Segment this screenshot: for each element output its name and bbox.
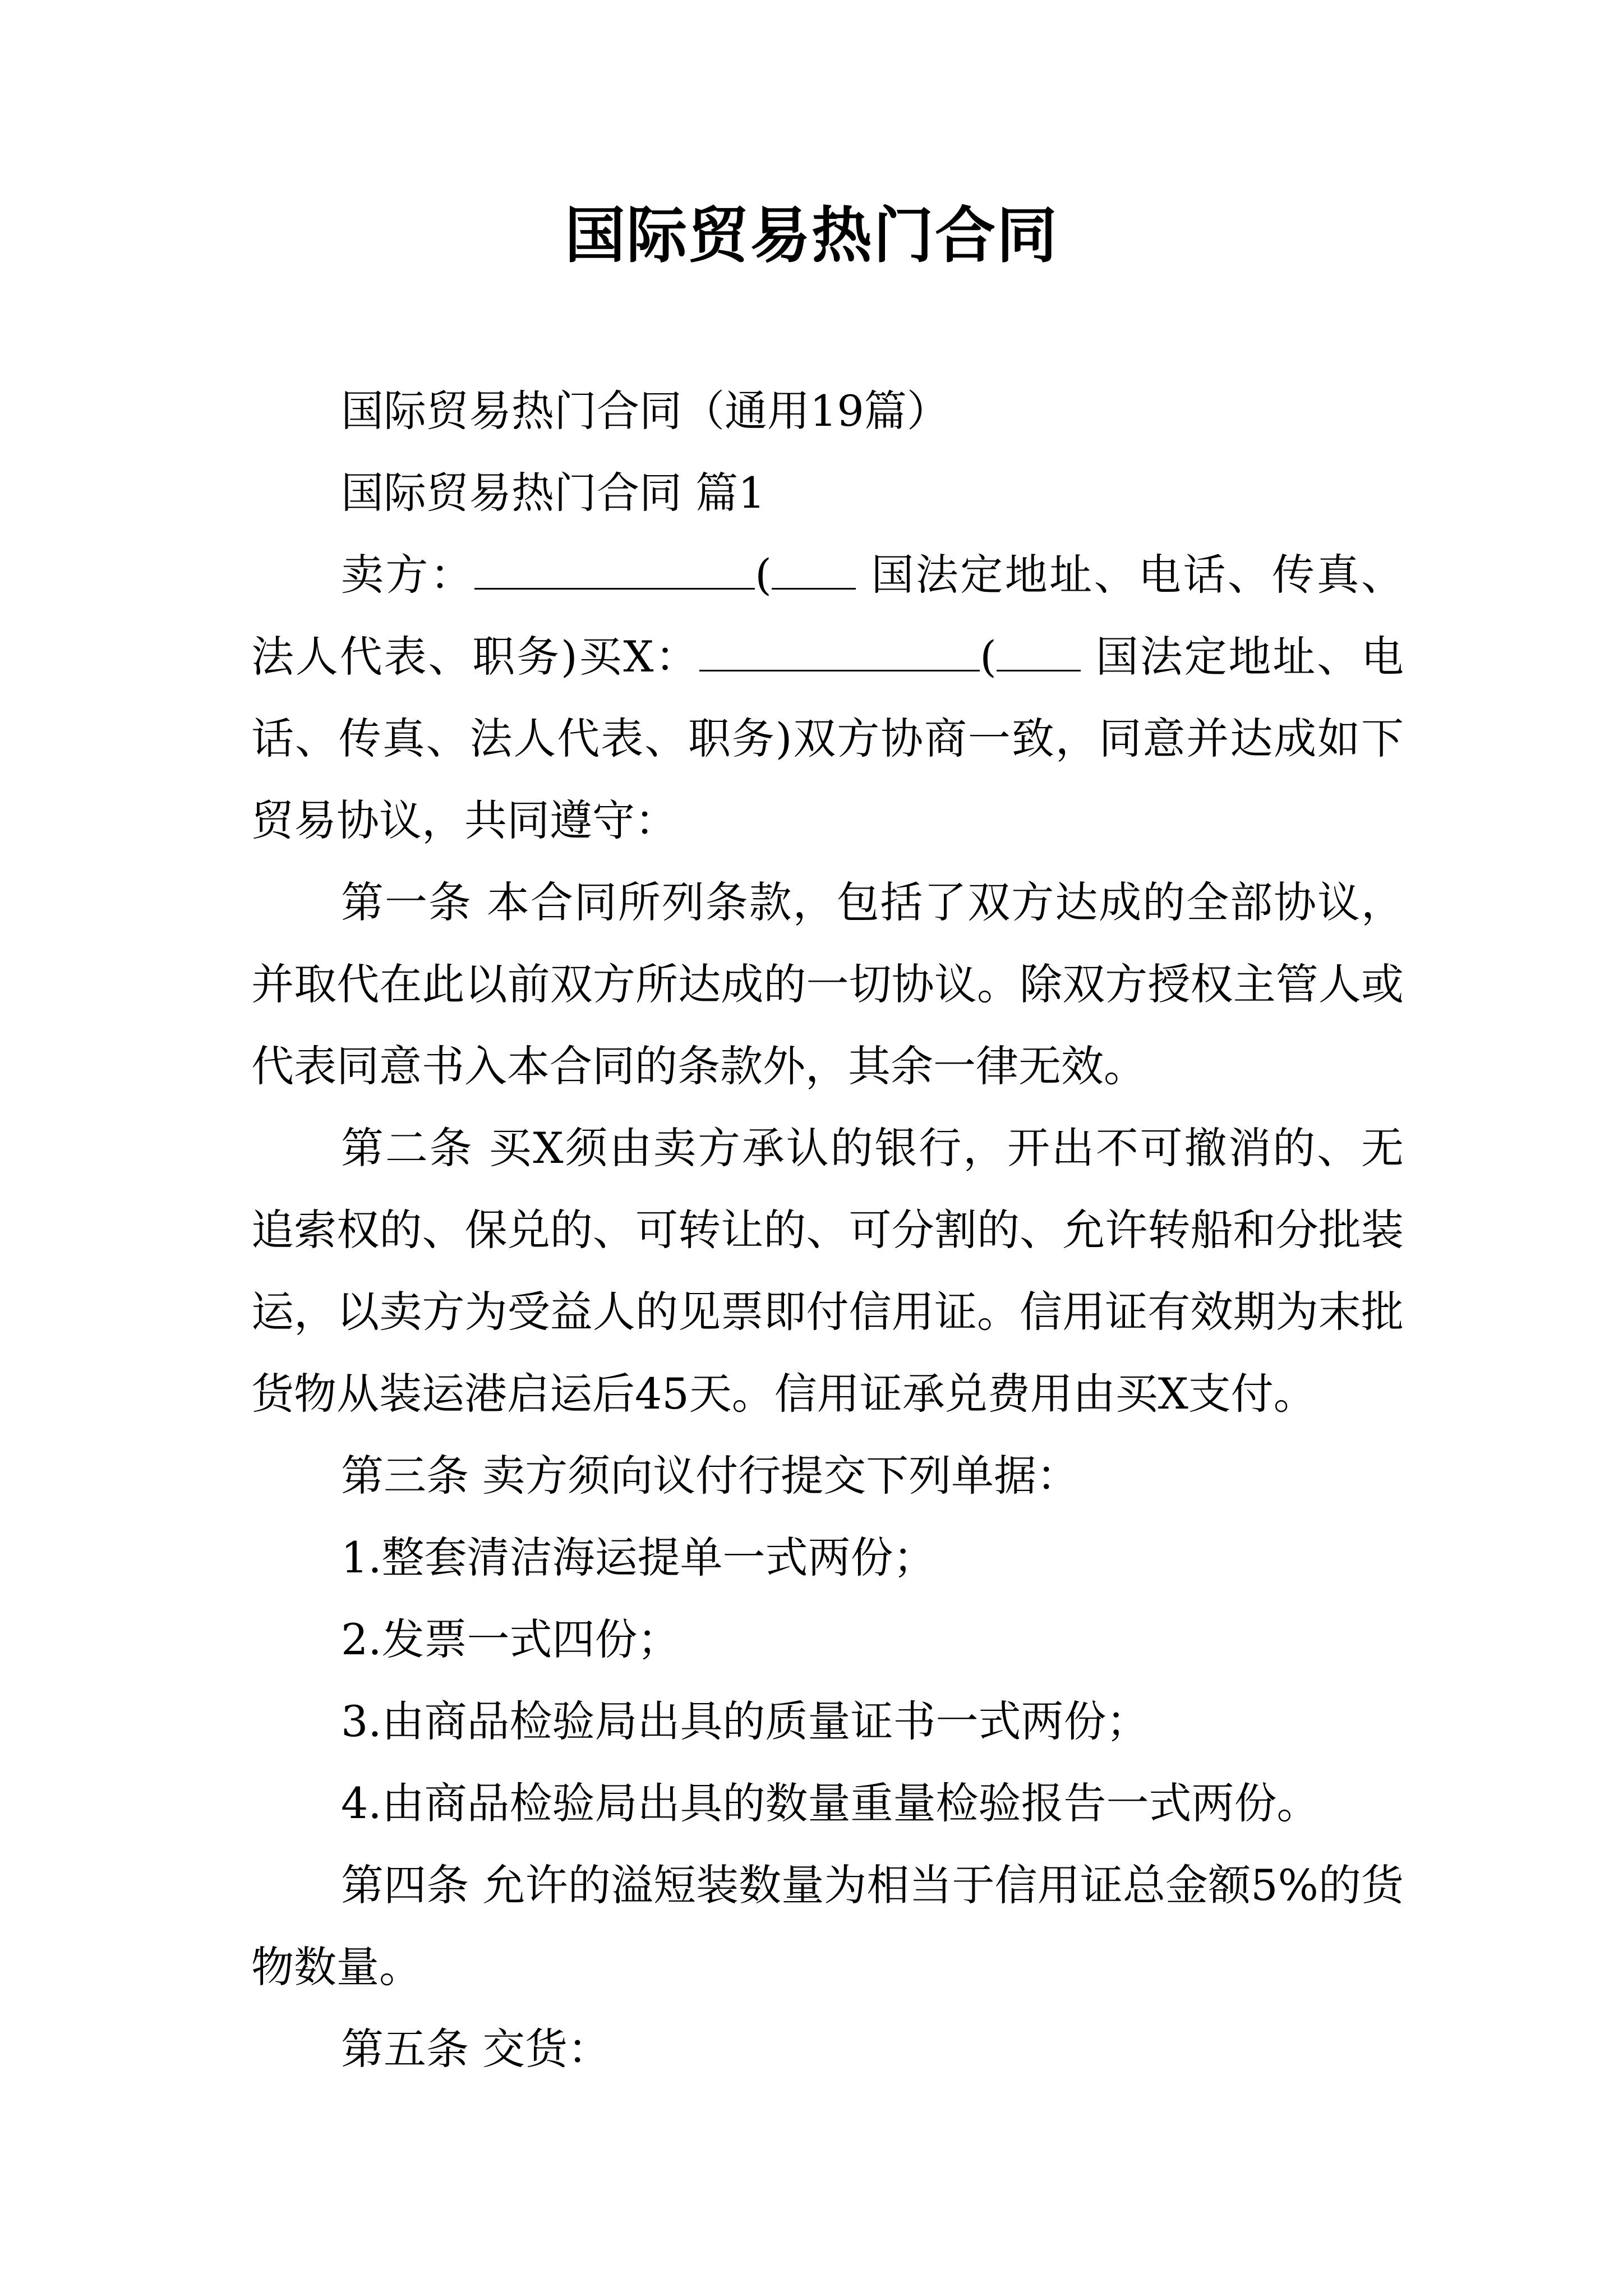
buyer-label: 买X： bbox=[577, 632, 700, 682]
buyer-paren-open: ( bbox=[980, 632, 997, 682]
buyer-info: 国法定地址、电话、传真、法人代表、职务) bbox=[251, 632, 1404, 763]
article-2: 第二条 买X须由卖方承认的银行，开出不可撤消的、无追索权的、保兑的、可转让的、可分割的、允许转船和分批装运，以卖方为受益人的见票即付信用证。信用证有效期为末批货物从装运港启运后45天。信用证承兑费用由买X支付。 bbox=[251, 1123, 1404, 1419]
article-1: 第一条 本合同所列条款，包括了双方达成的全部协议，并取代在此以前双方所达成的一切协议。除双方授权主管人或代表同意书入本合同的条款外，其余一律无效。 bbox=[251, 877, 1404, 1091]
parties-paragraph bbox=[251, 534, 1404, 862]
document-title: 国际贸易热门合同 bbox=[564, 200, 1058, 271]
buyer-name-blank bbox=[699, 635, 980, 671]
article-3-item-4: 4.由商品检验局出具的数量重量检验报告一式两份。 bbox=[341, 1778, 1320, 1828]
seller-country-blank bbox=[772, 553, 856, 590]
section-heading: 国际贸易热门合同 篇1 bbox=[341, 468, 766, 518]
seller-paren-open: ( bbox=[755, 550, 772, 600]
document-body bbox=[251, 370, 1404, 2090]
buyer-country-blank bbox=[997, 635, 1081, 671]
article-3-item-1: 1.整套清洁海运提单一式两份； bbox=[341, 1533, 936, 1582]
article-3-item-3: 3.由商品检验局出具的质量证书一式两份； bbox=[341, 1696, 1149, 1746]
article-3-item-2: 2.发票一式四份； bbox=[341, 1614, 680, 1664]
article-3: 第三条 卖方须向议付行提交下列单据： bbox=[341, 1451, 1080, 1501]
article-5: 第五条 交货： bbox=[341, 2024, 611, 2074]
seller-name-blank bbox=[474, 553, 755, 590]
document-subtitle: 国际贸易热门合同（通用19篇） bbox=[341, 386, 949, 436]
agreement-text: 双方协商一致，同意并达成如下贸易协议，共同遵守： bbox=[251, 714, 1404, 845]
seller-label: 卖方： bbox=[341, 550, 475, 600]
article-4: 第四条 允许的溢短装数量为相当于信用证总金额5%的货物数量。 bbox=[251, 1860, 1404, 1992]
seller-info: 国法定地址、电话、传真、法人代表、职务) bbox=[251, 550, 1404, 682]
